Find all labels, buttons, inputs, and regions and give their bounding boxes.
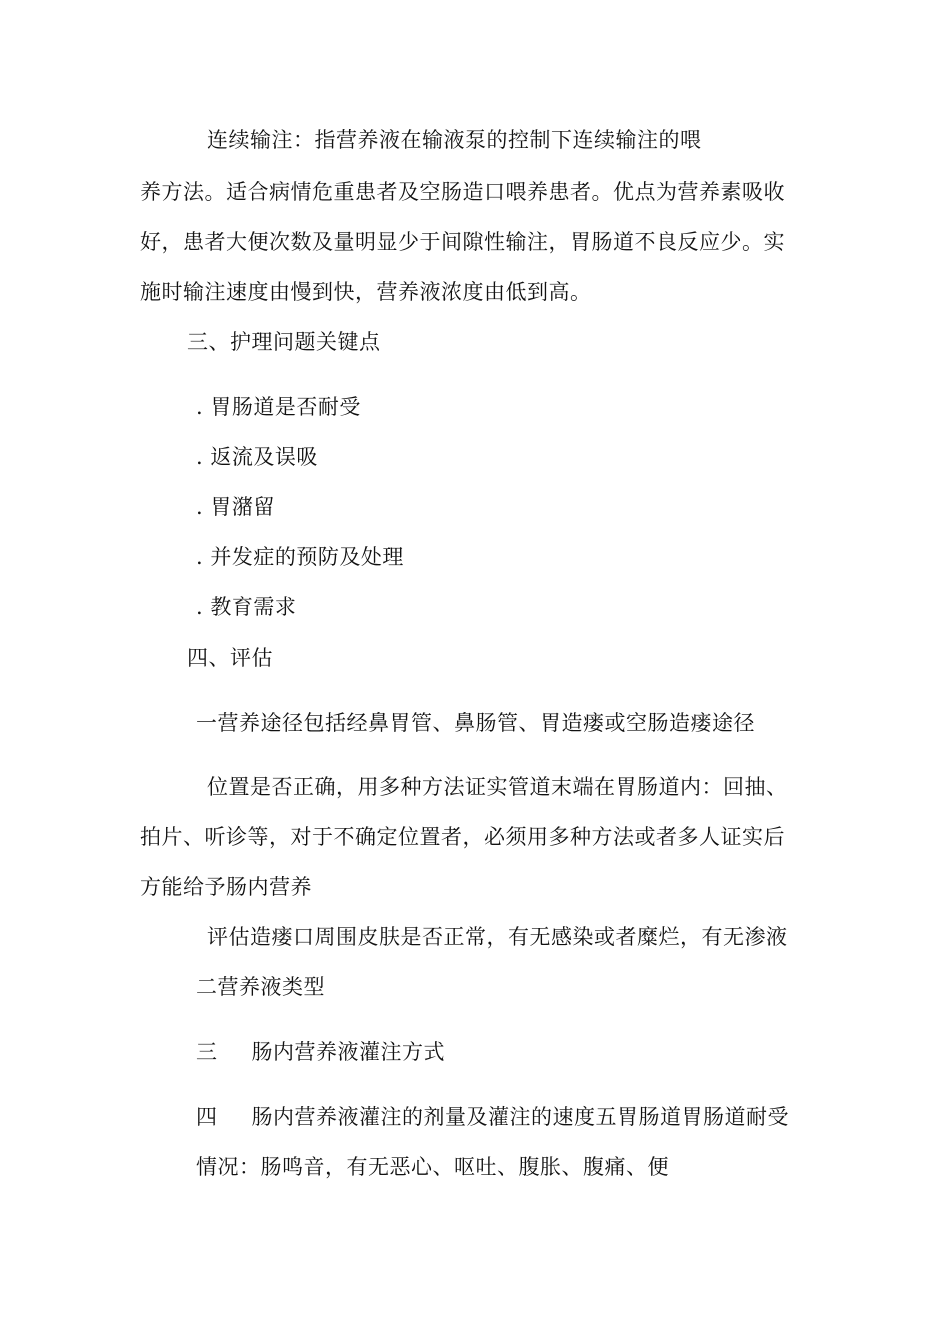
key-point-item: . 返流及误吸: [196, 445, 318, 469]
continuous-infusion-line-2: 养方法。适合病情危重患者及空肠造口喂养患者。优点为营养素吸收: [140, 180, 785, 204]
position-line-3: 方能给予肠内营养: [140, 875, 312, 899]
position-line-1: 位置是否正确，用多种方法证实管道末端在胃肠道内：回抽、: [207, 775, 788, 799]
continuous-infusion-line-1: 连续输注：指营养液在输液泵的控制下连续输注的喂: [207, 128, 702, 152]
infusion-dose-text: 肠内营养液灌注的剂量及灌注的速度五胃肠道胃肠道耐受: [251, 1105, 789, 1129]
infusion-mode-text: 肠内营养液灌注方式: [251, 1040, 445, 1064]
key-point-item: . 并发症的预防及处理: [196, 545, 404, 569]
infusion-mode-number: 三: [196, 1040, 218, 1064]
section-4-heading: 四、评估: [187, 646, 273, 670]
continuous-infusion-line-4: 施时输注速度由慢到快，营养液浓度由低到高。: [140, 280, 592, 304]
route-paragraph: 一营养途径包括经鼻胃管、鼻肠管、胃造瘘或空肠造瘘途径: [196, 711, 755, 735]
tolerance-line: 情况：肠鸣音，有无恶心、呕吐、腹胀、腹痛、便: [196, 1155, 669, 1179]
infusion-dose-number: 四: [196, 1105, 218, 1129]
key-point-item: . 教育需求: [196, 595, 297, 619]
position-line-2: 拍片、听诊等，对于不确定位置者，必须用多种方法或者多人证实后: [140, 825, 785, 849]
key-point-item: . 胃潴留: [196, 495, 275, 519]
nutrient-type-heading: 二营养液类型: [196, 975, 325, 999]
stoma-assessment: 评估造瘘口周围皮肤是否正常，有无感染或者糜烂，有无渗液: [207, 925, 788, 949]
infusion-dose-heading: [196, 1103, 789, 1131]
key-point-item: . 胃肠道是否耐受: [196, 395, 361, 419]
infusion-mode-heading: [196, 1038, 445, 1066]
continuous-infusion-line-3: 好，患者大便次数及量明显少于间隙性输注，胃肠道不良反应少。实: [140, 230, 785, 254]
section-3-heading: 三、护理问题关键点: [187, 330, 381, 354]
